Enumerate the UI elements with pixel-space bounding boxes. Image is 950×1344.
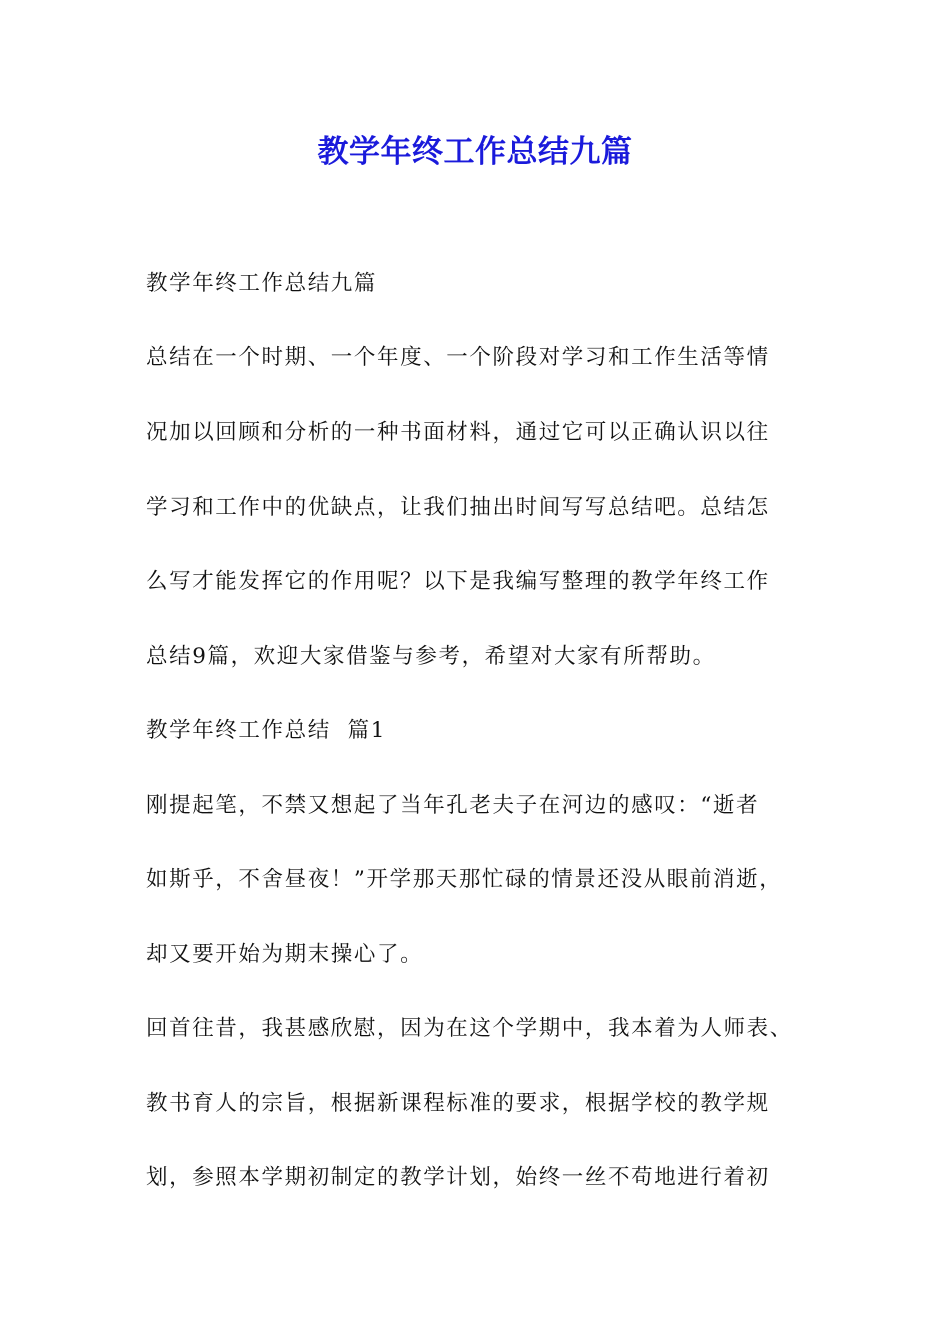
document-title: 教学年终工作总结九篇 [317,134,633,170]
paragraph-line: 教书育人的宗旨，根据新课程标准的要求，根据学校的教学规 [146,1091,770,1116]
paragraph-line: 刚提起笔，不禁又想起了当年孔老夫子在河边的感叹：“逝者 [146,793,760,818]
paragraph-line: 么写才能发挥它的作用呢？以下是我编写整理的教学年终工作 [146,569,770,594]
paragraph-line: 如斯乎，不舍昼夜！”开学那天那忙碌的情景还没从眼前消逝， [146,867,783,892]
paragraph-line: 学习和工作中的优缺点，让我们抽出时间写写总结吧。总结怎 [146,495,770,520]
subtitle-line: 教学年终工作总结九篇 [146,271,378,296]
paragraph-line: 总结在一个时期、一个年度、一个阶段对学习和工作生活等情 [146,345,770,370]
paragraph-line: 况加以回顾和分析的一种书面材料，通过它可以正确认识以往 [146,420,770,445]
paragraph-line: 却又要开始为期末操心了。 [146,942,424,967]
section-heading: 教学年终工作总结 篇1 [146,718,387,743]
paragraph-line: 划，参照本学期初制定的教学计划，始终一丝不苟地进行着初 [146,1165,770,1190]
paragraph-line: 回首往昔，我甚感欣慰，因为在这个学期中，我本着为人师表、 [146,1016,793,1041]
paragraph-line: 总结9篇，欢迎大家借鉴与参考，希望对大家有所帮助。 [146,644,716,669]
